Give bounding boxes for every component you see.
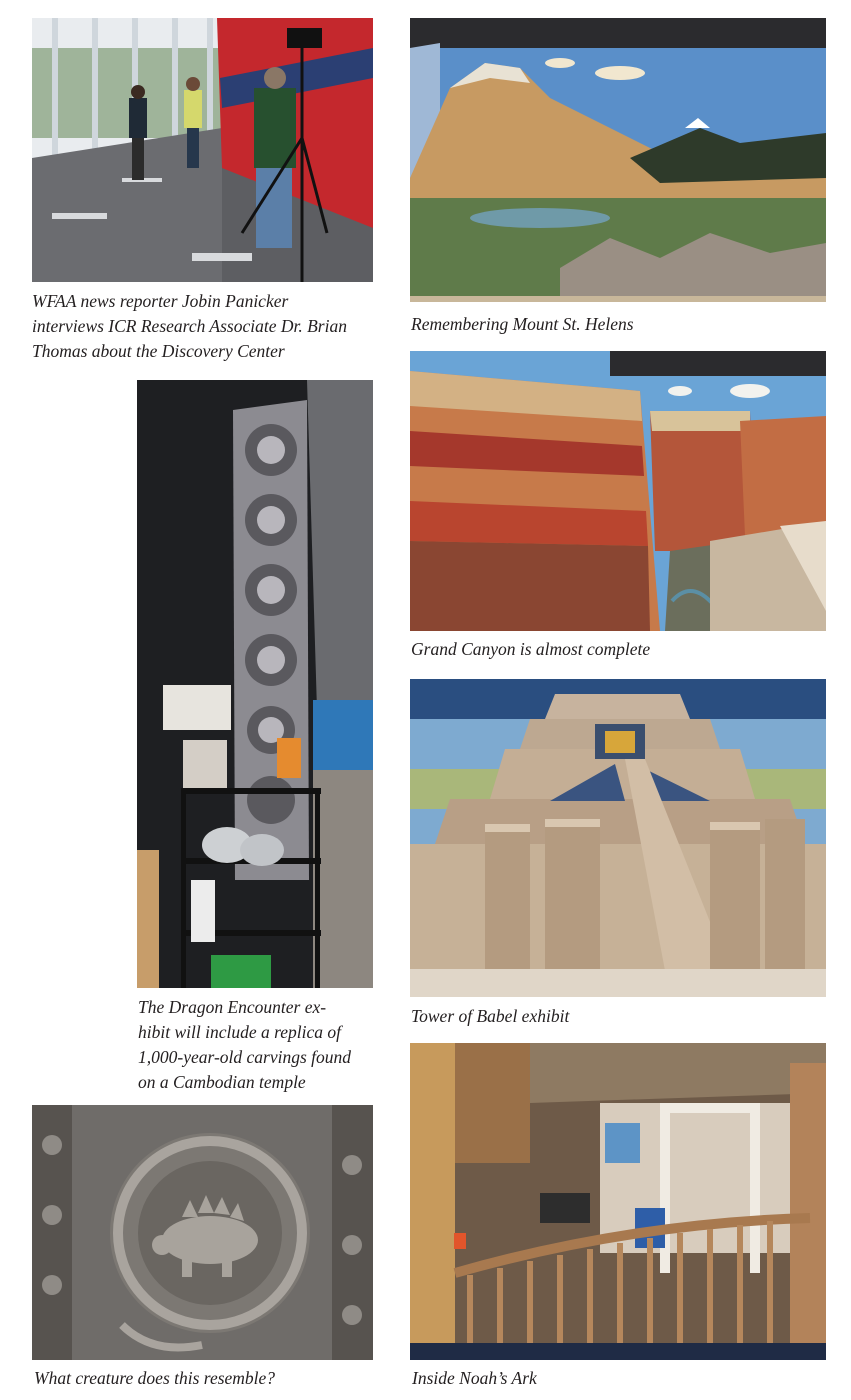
photo-tower-of-babel (410, 679, 826, 997)
caption-line: interviews ICR Research Associate Dr. Brian (32, 316, 347, 336)
photo-noahs-ark (410, 1043, 826, 1360)
caption-line: Inside Noah’s Ark (412, 1368, 537, 1388)
photo-grand-canyon (410, 351, 826, 631)
caption-mount-st-helens (411, 312, 831, 337)
caption-line: The Dragon Encounter ex- (138, 997, 327, 1017)
photo-stegosaur-carving (32, 1105, 373, 1360)
photo-interview (32, 18, 373, 282)
caption-line: 1,000-year-old carvings found (138, 1047, 352, 1067)
caption-line: on a Cambodian temple (138, 1072, 306, 1092)
caption-line: What creature does this resemble? (34, 1368, 276, 1388)
photo-dragon-carving (137, 380, 373, 988)
photo-mount-st-helens (410, 18, 826, 302)
caption-grand-canyon (411, 637, 831, 662)
caption-interview (32, 289, 377, 364)
caption-line: Remembering Mount St. Helens (411, 314, 634, 334)
caption-line: Tower of Babel exhibit (411, 1006, 570, 1026)
caption-line: WFAA news reporter Jobin Panicker (32, 291, 289, 311)
caption-dragon-carving (138, 995, 388, 1095)
caption-tower-of-babel (411, 1004, 831, 1029)
caption-stegosaur-carving (34, 1366, 374, 1391)
caption-line: Thomas about the Discovery Center (32, 341, 285, 361)
caption-noahs-ark (412, 1366, 832, 1391)
caption-line: hibit will include a replica of (138, 1022, 342, 1042)
caption-line: Grand Canyon is almost complete (411, 639, 651, 659)
